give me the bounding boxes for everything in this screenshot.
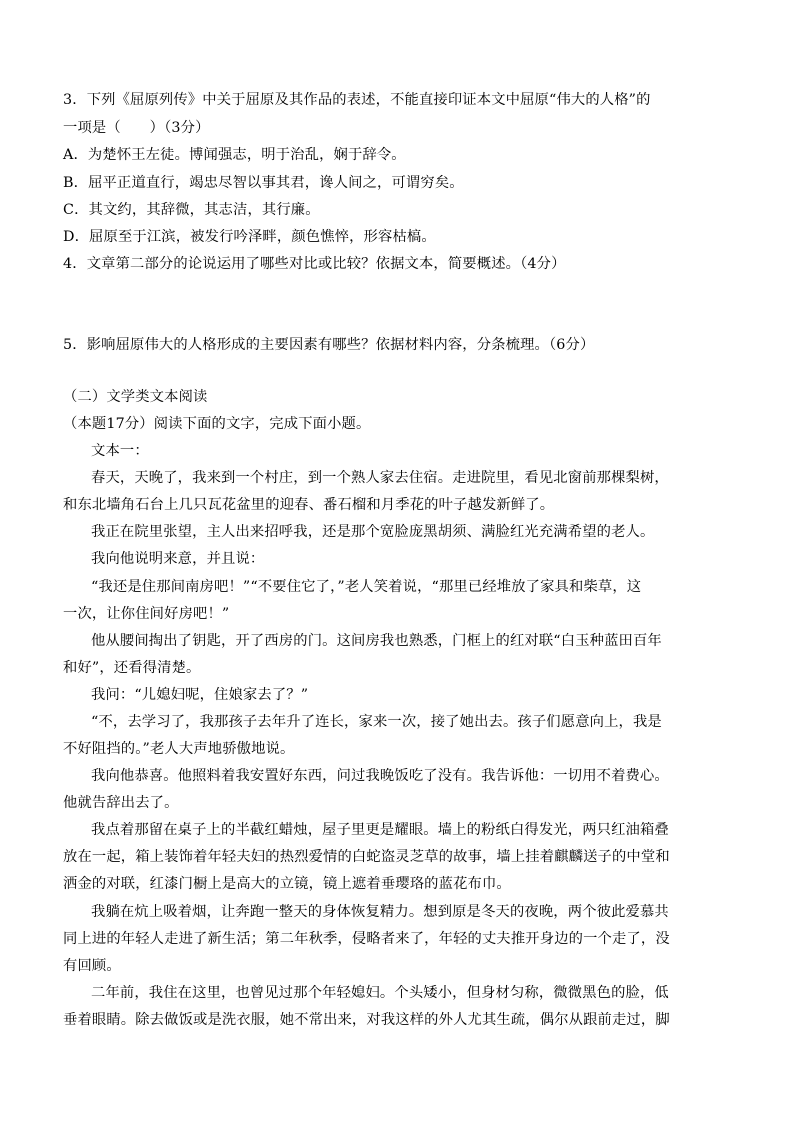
- text-label: 文本一：: [91, 443, 149, 459]
- passage-line: 垂着眼睛。除去做饭或是洗衣服，她不常出来，对我这样的外人尤其生疏，偶尔从跟前走过，脚: [63, 1012, 670, 1028]
- question-3-option-d: D．屈原至于江滨，被发行吟泽畔，颜色憔悴，形容枯槁。: [63, 229, 436, 245]
- passage-line: 洒金的对联，红漆门橱上是高大的立镜，镜上遮着垂璎珞的蓝花布巾。: [63, 876, 511, 892]
- question-3-option-c: C．其文约，其辞微，其志洁，其行廉。: [63, 202, 320, 218]
- passage-line: 不好阻挡的。”老人大声地骄傲地说。: [63, 741, 295, 757]
- passage-line: 一次，让你住间好房吧！”: [63, 606, 230, 622]
- passage-line: 有回顾。: [63, 958, 121, 974]
- question-5: 5．影响屈原伟大的人格形成的主要因素有哪些？依据材料内容，分条梳理。（6分）: [63, 337, 595, 353]
- passage-line: “不，去学习了，我那孩子去年升了连长，家来一次，接了她出去。孩子们愿意向上，我是: [91, 714, 662, 730]
- question-4: 4．文章第二部分的论说运用了哪些对比或比较？依据文本，简要概述。（4分）: [63, 256, 566, 272]
- section-heading: （二）文学类文本阅读: [63, 389, 208, 405]
- passage-line: 同上进的年轻人走进了新生活；第二年秋季，侵略者来了，年轻的丈夫推开身边的一个走了，没: [63, 931, 670, 947]
- passage-line: 春天，天晚了，我来到一个村庄，到一个熟人家去住宿。走进院里，看见北窗前那棵梨树，: [91, 470, 669, 486]
- section-instruction: （本题17分）阅读下面的文字，完成下面小题。: [63, 416, 371, 432]
- passage-line: 放在一起，箱上装饰着年轻夫妇的热烈爱情的白蛇盗灵芝草的故事，墙上挂着麒麟送子的中堂和: [63, 849, 670, 865]
- passage-line: 我向他恭喜。他照料着我安置好东西，问过我晚饭吃了没有。我告诉他：一切用不着费心。: [91, 768, 669, 784]
- question-3-option-b: B．屈平正道直行，竭忠尽智以事其君，谗人间之，可谓穷矣。: [63, 175, 464, 191]
- passage-line: 我正在院里张望，主人出来招呼我，还是那个宽脸庞黑胡须、满脸红光充满希望的老人。: [91, 524, 655, 540]
- passage-line: 我点着那留在桌子上的半截红蜡烛，屋子里更是耀眼。墙上的粉纸白得发光，两只红油箱叠: [91, 822, 669, 838]
- passage-line: 和好”，还看得清楚。: [63, 660, 201, 676]
- question-3-stem-line1: 3．下列《屈原列传》中关于屈原及其作品的表述，不能直接印证本文中屈原“伟大的人格”的: [63, 92, 651, 108]
- question-3-option-a: A．为楚怀王左徒。博闻强志，明于治乱，娴于辞令。: [63, 147, 406, 163]
- passage-line: 他从腰间掏出了钥匙，开了西房的门。这间房我也熟悉，门框上的红对联“白玉种蓝田百年: [91, 633, 662, 649]
- passage-line: 我向他说明来意，并且说：: [91, 551, 265, 567]
- passage-line: 我躺在炕上吸着烟，让奔跑一整天的身体恢复精力。想到原是冬天的夜晚，两个彼此爱慕共: [91, 904, 669, 920]
- question-3-stem-line2: 一项是（ ）（3分）: [63, 120, 210, 136]
- passage-line: “我还是住那间南房吧！”“不要住它了，”老人笑着说，“那里已经堆放了家具和柴草，这: [91, 579, 642, 595]
- passage-line: 他就告辞出去了。: [63, 795, 179, 811]
- passage-line: 我问：“儿媳妇呢，住娘家去了？”: [91, 687, 309, 703]
- passage-line: 二年前，我住在这里，也曾见过那个年轻媳妇。个头矮小，但身材匀称，微微黑色的脸，低: [91, 985, 669, 1001]
- passage-line: 和东北墙角石台上几只瓦花盆里的迎春、番石榴和月季花的叶子越发新鲜了。: [63, 497, 555, 513]
